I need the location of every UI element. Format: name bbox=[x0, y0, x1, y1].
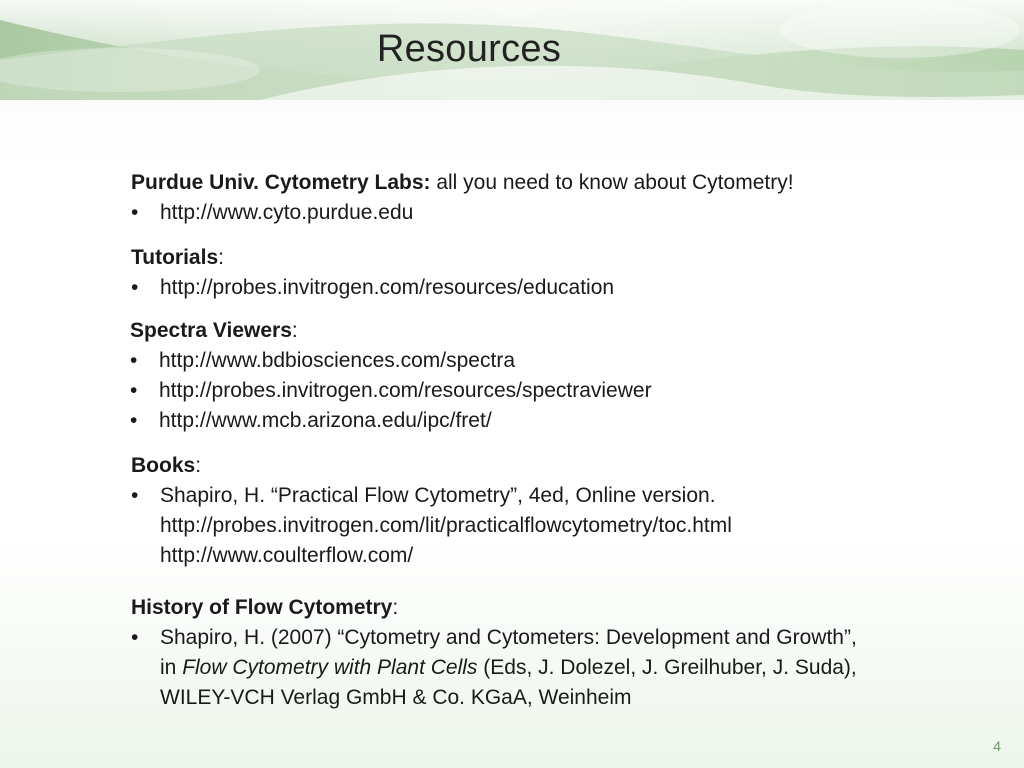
bullet-icon: • bbox=[131, 201, 139, 224]
list-item[interactable] bbox=[130, 406, 652, 436]
section-heading-suffix: : bbox=[218, 246, 224, 269]
bullet-icon: • bbox=[130, 379, 138, 402]
list-item[interactable] bbox=[131, 273, 614, 303]
list-item[interactable] bbox=[130, 346, 652, 376]
section-heading: Spectra Viewers bbox=[130, 319, 292, 342]
section-tutorials bbox=[131, 243, 614, 303]
section-spectra-viewers bbox=[130, 316, 652, 436]
bullet-icon: • bbox=[131, 276, 139, 299]
section-heading: Books bbox=[131, 454, 196, 477]
list-item bbox=[131, 623, 857, 713]
citation-prefix: in bbox=[160, 656, 183, 679]
book-link[interactable]: http://probes.invitrogen.com/lit/practicalflowcytometry/toc.html bbox=[160, 514, 732, 537]
section-history bbox=[131, 593, 857, 713]
book-link[interactable]: http://www.coulterflow.com/ bbox=[160, 544, 414, 567]
citation-line: WILEY-VCH Verlag GmbH & Co. KGaA, Weinheim bbox=[160, 686, 632, 709]
section-heading-suffix: all you need to know about Cytometry! bbox=[430, 171, 794, 194]
citation-suffix: (Eds, J. Dolezel, J. Greilhuber, J. Suda), bbox=[477, 656, 857, 679]
section-purdue bbox=[131, 168, 794, 228]
slide-title: Resources bbox=[376, 28, 562, 70]
section-heading: Purdue Univ. Cytometry Labs: bbox=[131, 171, 431, 194]
bullet-icon: • bbox=[130, 349, 138, 372]
list-item bbox=[131, 481, 732, 571]
link-text[interactable]: http://www.cyto.purdue.edu bbox=[160, 201, 414, 224]
citation-book-title: Flow Cytometry with Plant Cells bbox=[182, 656, 478, 679]
link-text[interactable]: http://probes.invitrogen.com/resources/spectraviewer bbox=[159, 379, 652, 402]
section-heading-suffix: : bbox=[392, 596, 399, 619]
section-heading-suffix: : bbox=[195, 454, 202, 477]
section-heading: History of Flow Cytometry bbox=[131, 596, 393, 619]
bullet-icon: • bbox=[131, 484, 139, 507]
book-citation: Shapiro, H. “Practical Flow Cytometry”, 4ed, Online version. bbox=[160, 484, 716, 507]
link-text[interactable]: http://www.mcb.arizona.edu/ipc/fret/ bbox=[159, 409, 492, 432]
citation-line: Shapiro, H. (2007) “Cytometry and Cytometers: Development and Growth”, bbox=[160, 626, 857, 649]
bullet-icon: • bbox=[131, 626, 139, 649]
list-item[interactable] bbox=[130, 376, 652, 406]
section-heading-suffix: : bbox=[291, 319, 298, 342]
bullet-icon: • bbox=[130, 409, 138, 432]
citation-line bbox=[160, 653, 857, 683]
link-text[interactable]: http://probes.invitrogen.com/resources/education bbox=[160, 276, 615, 299]
page-number: 4 bbox=[993, 738, 1001, 754]
section-heading: Tutorials bbox=[131, 246, 219, 269]
link-text[interactable]: http://www.bdbiosciences.com/spectra bbox=[159, 349, 515, 372]
list-item[interactable] bbox=[131, 198, 794, 228]
section-books bbox=[131, 451, 732, 571]
